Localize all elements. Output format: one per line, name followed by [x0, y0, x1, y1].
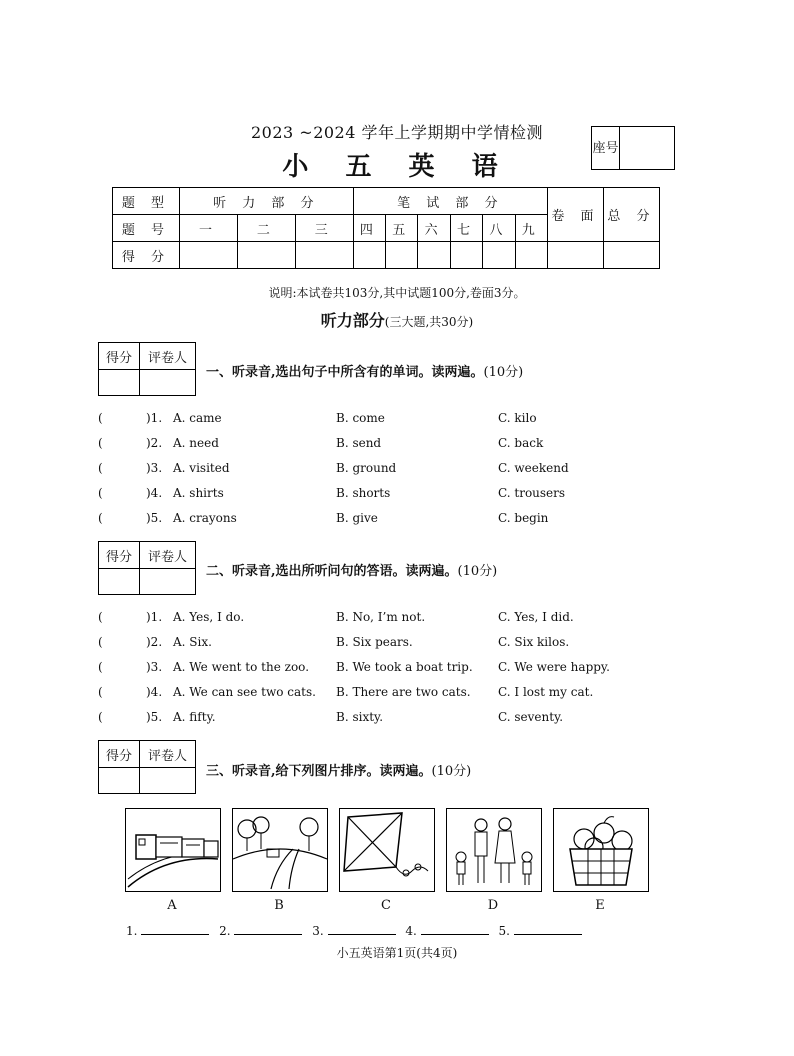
question-number: 八	[483, 215, 515, 242]
neatness-header: 卷 面	[548, 188, 604, 242]
answer-blank[interactable]	[234, 922, 302, 935]
answer-blank[interactable]	[328, 922, 396, 935]
grader-score-label: 得分	[99, 741, 140, 768]
page-footer: 小五英语第1页(共4页)	[336, 946, 458, 960]
picture-label-c: C	[381, 898, 391, 913]
score-cell[interactable]	[604, 242, 660, 269]
score-cell[interactable]	[237, 242, 295, 269]
answer-blank[interactable]	[514, 922, 582, 935]
score-cell[interactable]	[418, 242, 450, 269]
list-item[interactable]: ( )1. A. came B. come C. kilo	[98, 411, 537, 425]
score-cell[interactable]	[180, 242, 238, 269]
list-item[interactable]: ( )5. A. crayons B. give C. begin	[98, 511, 549, 525]
score-table	[112, 187, 660, 269]
answer-blank[interactable]	[141, 922, 209, 935]
question-number: 五	[386, 215, 418, 242]
section-detail: (三大题,共30分)	[384, 315, 474, 329]
question-number: 七	[450, 215, 482, 242]
list-item[interactable]: ( )1. A. Yes, I do. B. No, I’m not. C. Yes, I did.	[98, 610, 574, 624]
list-item[interactable]: ( )4. A. shirts B. shorts C. trousers	[98, 486, 566, 500]
grader-box[interactable]	[98, 541, 196, 595]
question-number: 二	[237, 215, 295, 242]
question-title: 一、听录音,选出句子中所含有的单词。读两遍。(10分)	[206, 365, 524, 380]
score-table-header-number: 题 号	[113, 215, 180, 242]
question-number: 九	[515, 215, 547, 242]
picture-label-b: B	[274, 898, 284, 913]
list-item[interactable]: ( )2. A. need B. send C. back	[98, 436, 544, 450]
seat-label: 座号	[592, 127, 620, 169]
picture-label-d: D	[487, 898, 499, 913]
picture-label-e: E	[595, 898, 605, 913]
grader-reviewer-label: 评卷人	[140, 343, 195, 370]
question-number: 六	[418, 215, 450, 242]
question-number: 一	[180, 215, 238, 242]
score-cell[interactable]	[548, 242, 604, 269]
grader-score-label: 得分	[99, 542, 140, 569]
score-cell[interactable]	[450, 242, 482, 269]
list-item[interactable]: ( )2. A. Six. B. Six pears. C. Six kilos.	[98, 635, 570, 649]
family-icon	[446, 808, 542, 892]
grader-reviewer-label: 评卷人	[140, 741, 195, 768]
list-item[interactable]: ( )5. A. fifty. B. sixty. C. seventy.	[98, 710, 564, 724]
question-title: 三、听录音,给下列图片排序。读两遍。(10分)	[206, 764, 472, 779]
score-cell[interactable]	[515, 242, 547, 269]
list-item[interactable]: ( )3. A. visited B. ground C. weekend	[98, 461, 569, 475]
exam-title: 2023 ~2024 学年上学期期中学情检测	[250, 123, 544, 142]
score-table-header-type: 题 型	[113, 188, 180, 215]
list-item[interactable]: ( )4. A. We can see two cats. B. There are two cats. C. I lost my cat.	[98, 685, 594, 699]
written-part-header: 笔 试 部 分	[353, 188, 547, 215]
section-heading	[0, 308, 794, 331]
fruit-basket-icon	[553, 808, 649, 892]
question-title: 二、听录音,选出所听问句的答语。读两遍。(10分)	[206, 564, 498, 579]
total-header: 总 分	[604, 188, 660, 242]
score-cell[interactable]	[483, 242, 515, 269]
question-number: 四	[353, 215, 385, 242]
answer-blank[interactable]	[421, 922, 489, 935]
grader-box[interactable]	[98, 740, 196, 794]
question-number: 三	[295, 215, 353, 242]
score-table-header-score: 得 分	[113, 242, 180, 269]
score-cell[interactable]	[295, 242, 353, 269]
picture-label-a: A	[167, 898, 177, 913]
park-road-icon	[232, 808, 328, 892]
score-cell[interactable]	[353, 242, 385, 269]
kite-icon	[339, 808, 435, 892]
grader-box[interactable]	[98, 342, 196, 396]
subject-title: 小 五 英 语	[282, 152, 512, 182]
exam-note: 说明:本试卷共103分,其中试题100分,卷面3分。	[268, 286, 526, 300]
grader-reviewer-label: 评卷人	[140, 542, 195, 569]
grader-score-label: 得分	[99, 343, 140, 370]
seat-number-box[interactable]	[591, 126, 675, 170]
score-cell[interactable]	[386, 242, 418, 269]
list-item[interactable]: ( )3. A. We went to the zoo. B. We took a boat trip. C. We were happy.	[98, 660, 610, 674]
train-icon	[125, 808, 221, 892]
section-title: 听力部分	[320, 311, 385, 330]
listening-part-header: 听 力 部 分	[180, 188, 354, 215]
answer-blanks: 1. 2. 3. 4. 5.	[126, 922, 588, 938]
